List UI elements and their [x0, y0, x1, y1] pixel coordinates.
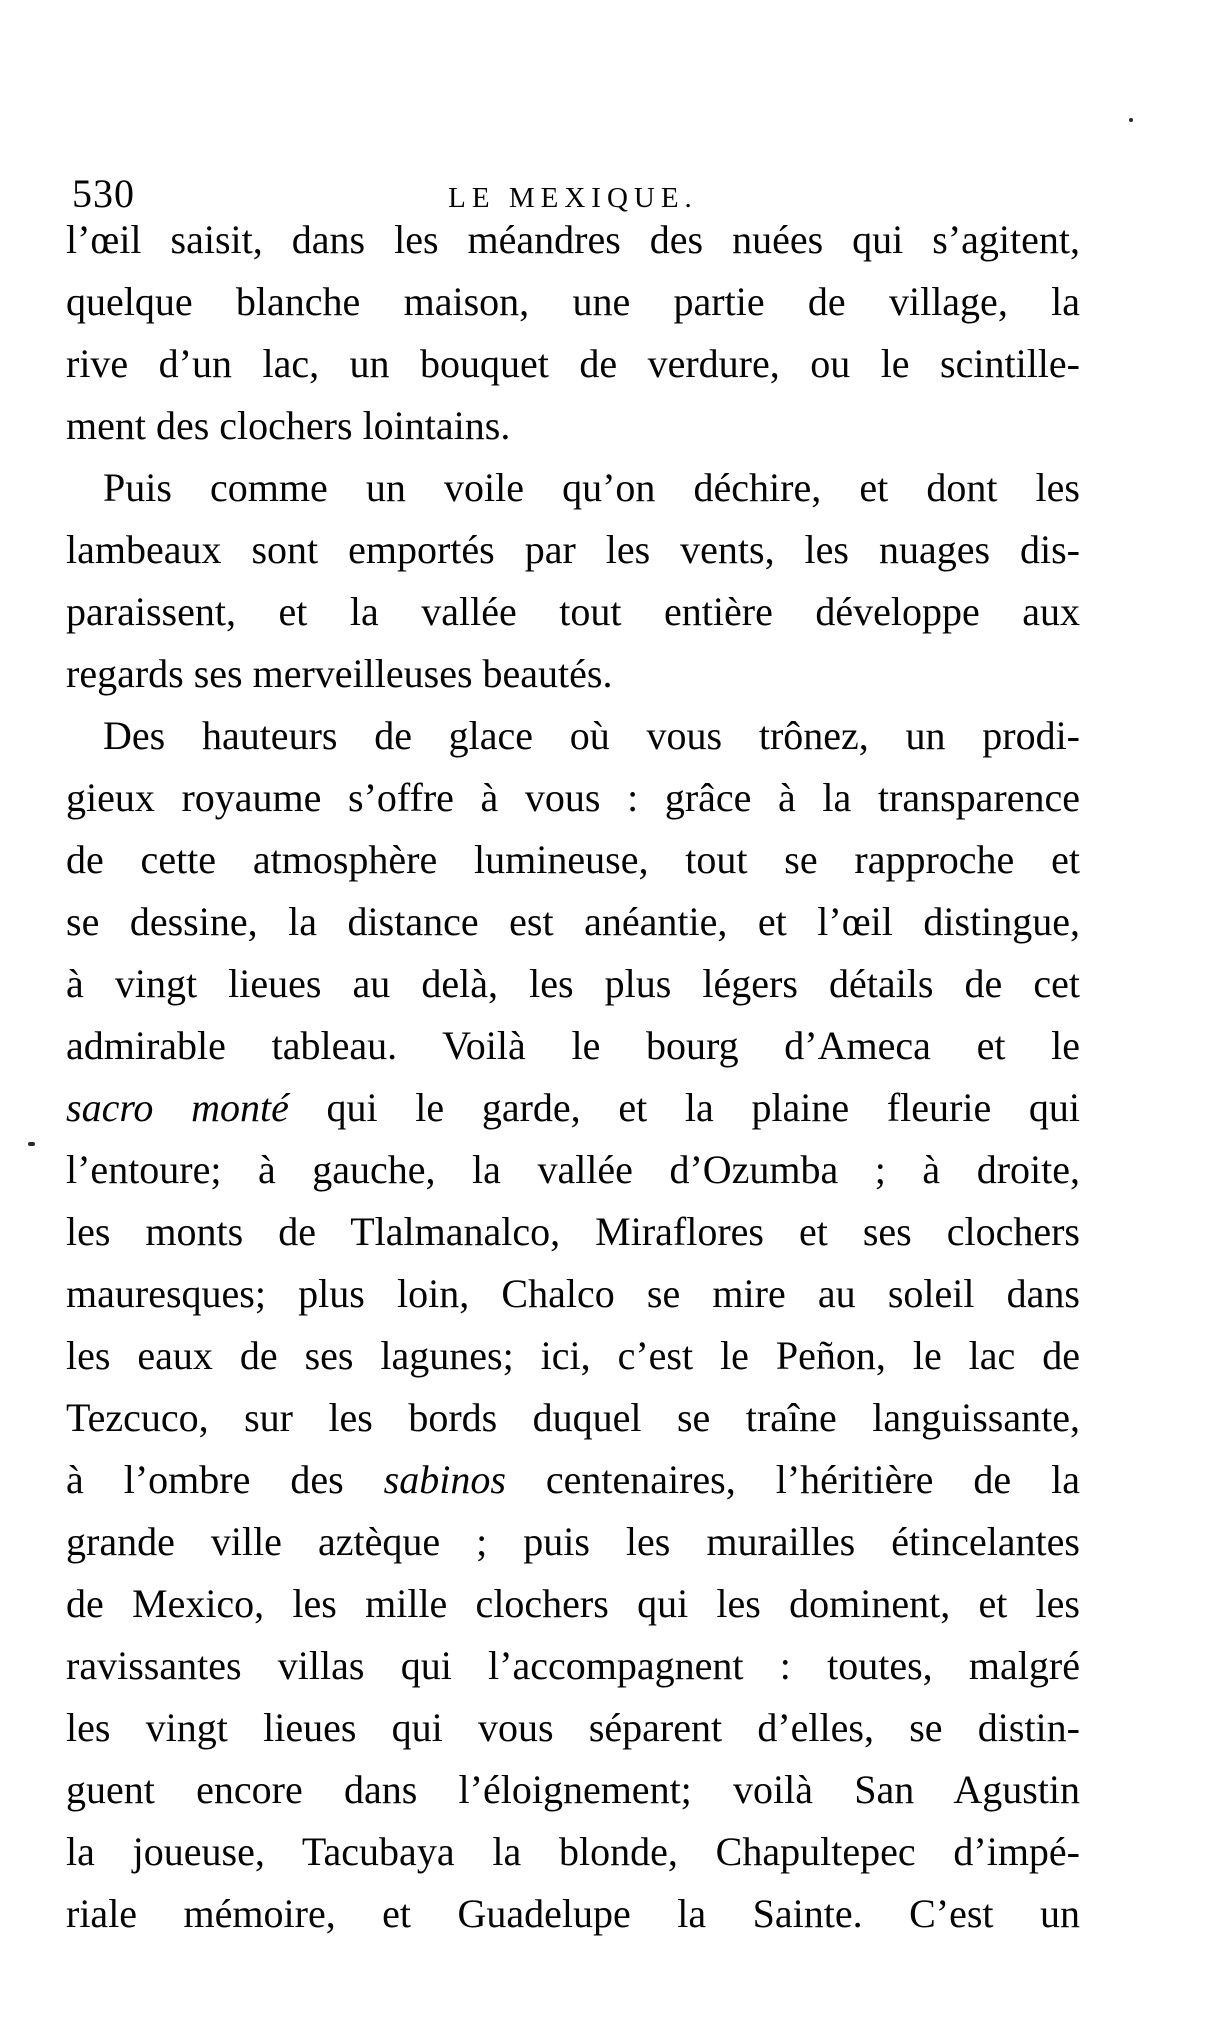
body-text: centenaires, l’héritière de la	[505, 1457, 1080, 1502]
text-line	[66, 767, 1080, 829]
text-line	[66, 705, 1080, 767]
italic-text: sacro monté	[66, 1085, 289, 1130]
text-line	[66, 829, 1080, 891]
running-title: LE MEXIQUE.	[448, 182, 698, 214]
text-line	[66, 581, 1080, 643]
text-line	[66, 953, 1080, 1015]
body-text: regards ses merveilleuses beautés.	[66, 651, 613, 696]
text-line	[66, 1201, 1080, 1263]
body-text: l’œil saisit, dans les méandres des nuées qui s’agitent,	[66, 217, 1080, 262]
body-text: la joueuse, Tacubaya la blonde, Chapultepec d’impé-	[66, 1829, 1080, 1874]
body-text: les eaux de ses lagunes; ici, c’est le Peñon, le lac de	[66, 1333, 1080, 1378]
body-text: les monts de Tlalmanalco, Miraflores et ses clochers	[66, 1209, 1080, 1254]
text-line	[66, 395, 1080, 457]
body-text: mauresques; plus loin, Chalco se mire au soleil dans	[66, 1271, 1080, 1316]
text-line	[66, 643, 1080, 705]
text-line	[66, 1449, 1080, 1511]
body-text: riale mémoire, et Guadelupe la Sainte. C’est un	[66, 1891, 1080, 1936]
text-line	[66, 271, 1080, 333]
text-line	[66, 1139, 1080, 1201]
scan-speck	[28, 1142, 35, 1146]
body-text: les vingt lieues qui vous séparent d’elles, se distin-	[66, 1705, 1080, 1750]
body-text: l’entoure; à gauche, la vallée d’Ozumba ; à droite,	[66, 1147, 1080, 1192]
text-line	[66, 209, 1080, 271]
text-line	[66, 1883, 1080, 1945]
text-line	[66, 1635, 1080, 1697]
body-text: se dessine, la distance est anéantie, et l’œil distingue,	[66, 899, 1080, 944]
body-text: Tezcuco, sur les bords duquel se traîne languissante,	[66, 1395, 1080, 1440]
body-text: de cette atmosphère lumineuse, tout se rapproche et	[66, 837, 1080, 882]
text-line	[66, 1759, 1080, 1821]
body-text: à vingt lieues au delà, les plus légers détails de cet	[66, 961, 1080, 1006]
text-line	[66, 1263, 1080, 1325]
body-text: guent encore dans l’éloignement; voilà San Agustin	[66, 1767, 1080, 1812]
body-text: qui le garde, et la plaine fleurie qui	[288, 1085, 1081, 1130]
body-text: grande ville aztèque ; puis les murailles étincelantes	[66, 1519, 1080, 1564]
body-text: Puis comme un voile qu’on déchire, et dont les	[103, 465, 1080, 510]
body-text: quelque blanche maison, une partie de village, la	[66, 279, 1080, 324]
text-line	[66, 1077, 1080, 1139]
italic-text: sabinos	[383, 1457, 506, 1502]
text-line	[66, 1015, 1080, 1077]
text-line	[66, 1697, 1080, 1759]
body-text: rive d’un lac, un bouquet de verdure, ou le scintille-	[66, 341, 1080, 386]
text-line	[66, 457, 1080, 519]
text-line	[66, 1573, 1080, 1635]
body-text: admirable tableau. Voilà le bourg d’Ameca et le	[66, 1023, 1080, 1068]
text-line	[66, 1511, 1080, 1573]
body-text: Des hauteurs de glace où vous trônez, un prodi-	[103, 713, 1080, 758]
text-line	[66, 333, 1080, 395]
text-block	[66, 209, 1080, 1945]
text-line	[66, 1325, 1080, 1387]
text-line	[66, 519, 1080, 581]
body-text: gieux royaume s’offre à vous : grâce à la transparence	[66, 775, 1080, 820]
scan-speck	[1129, 118, 1133, 122]
text-line	[66, 1821, 1080, 1883]
page-number: 530	[72, 171, 135, 216]
body-text: à l’ombre des	[66, 1457, 384, 1502]
body-text: ravissantes villas qui l’accompagnent : toutes, malgré	[66, 1643, 1080, 1688]
text-line	[66, 1387, 1080, 1449]
text-line	[66, 891, 1080, 953]
body-text: paraissent, et la vallée tout entière développe aux	[66, 589, 1080, 634]
body-text: ment des clochers lointains.	[66, 403, 511, 448]
body-text: lambeaux sont emportés par les vents, les nuages dis-	[66, 527, 1080, 572]
body-text: de Mexico, les mille clochers qui les dominent, et les	[66, 1581, 1080, 1626]
